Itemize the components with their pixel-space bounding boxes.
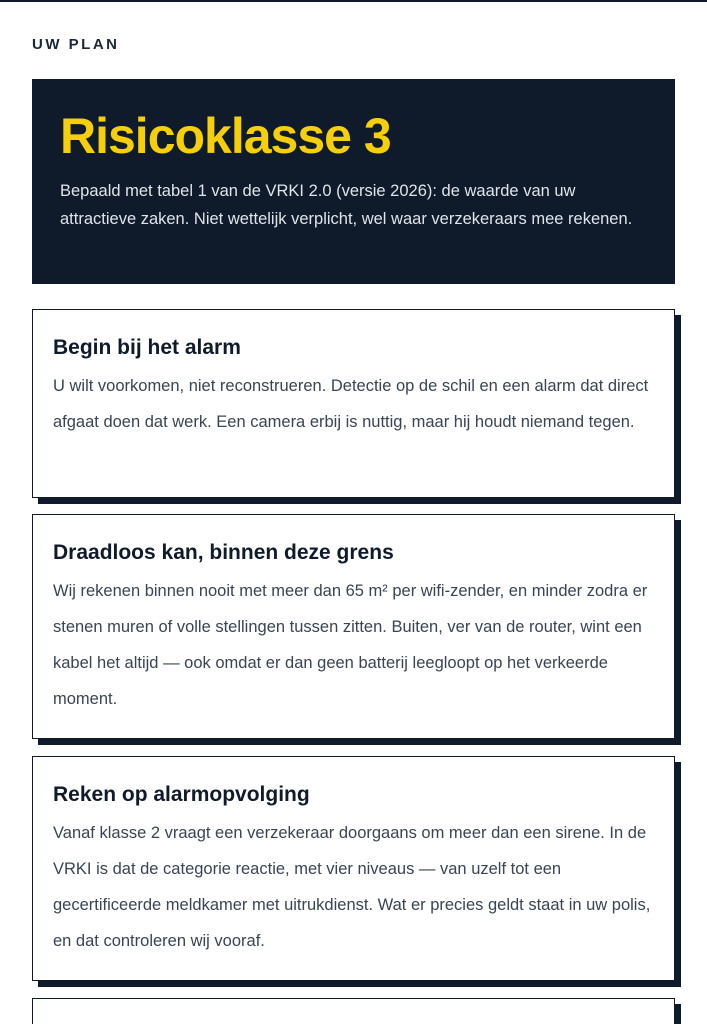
advice-card-alarm-response — [32, 756, 675, 981]
advice-card-body: Vanaf klasse 2 vraagt een verzekeraar doorgaans om meer dan een sirene. In de VRKI is dat de categorie reactie, met vier niveaus — van uzelf tot een gecertificeerde meldkamer met uitrukdienst. Wat er precies geldt staat in uw polis, en dat controleren wij vooraf. — [53, 824, 651, 950]
section-eyebrow: UW PLAN — [32, 36, 120, 53]
advice-card-body: Wij rekenen binnen nooit met meer dan 65 m² per wifi-zender, en minder zodra er stenen muren of volle stellingen tussen zitten. Buiten, ver van de router, wint een kabel het altijd — ook omdat er dan geen batterij leegloopt op het verkeerde moment. — [53, 582, 648, 708]
advice-card-title: Begin bij het alarm — [53, 336, 241, 359]
advice-card-partial — [32, 998, 675, 1024]
advice-card-title: Draadloos kan, binnen deze grens — [53, 541, 394, 564]
risk-class-hero — [32, 79, 675, 284]
advice-card-wireless — [32, 514, 675, 739]
advice-card-body: U wilt voorkomen, niet reconstrueren. Detectie op de schil en een alarm dat direct afgaat doen dat werk. Een camera erbij is nuttig, maar hij houdt niemand tegen. — [53, 377, 649, 431]
advice-card-title: Reken op alarmopvolging — [53, 783, 310, 806]
risk-class-title: Risicoklasse 3 — [60, 108, 391, 164]
top-divider — [0, 0, 707, 2]
advice-card-alarm — [32, 309, 675, 498]
risk-class-description: Bepaald met tabel 1 van de VRKI 2.0 (versie 2026): de waarde van uw attractieve zaken. Niet wettelijk verplicht, wel waar verzekeraars mee rekenen. — [60, 182, 633, 228]
